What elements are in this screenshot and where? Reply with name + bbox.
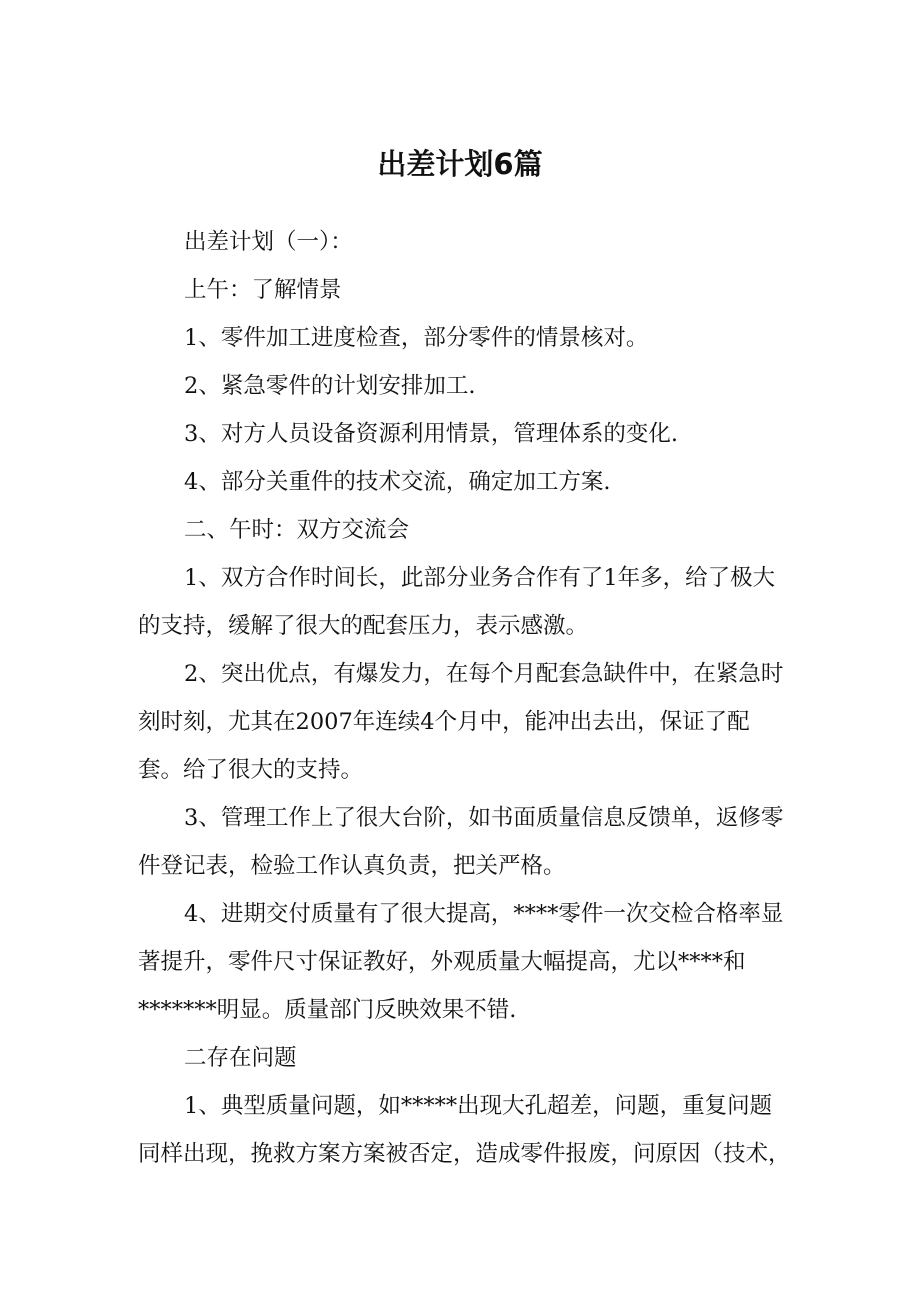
- paragraph: 1、典型质量问题，如*****出现大孔超差，问题，重复问题同样出现，挽救方案方案被否定，造成零件报废，问原因（技术，: [138, 1093, 791, 1167]
- paragraph: 1、零件加工进度检查，部分零件的情景核对。: [184, 325, 649, 351]
- paragraph: 上午：了解情景: [184, 277, 342, 303]
- paragraph: 3、对方人员设备资源利用情景，管理体系的变化.: [184, 421, 678, 447]
- paragraph: 二存在问题: [184, 1045, 297, 1071]
- document-body: [138, 218, 794, 1178]
- document-title: 出差计划6篇: [377, 147, 543, 181]
- paragraph: 4、进期交付质量有了很大提高，****零件一次交检合格率显著提升，零件尺寸保证教好，外观质量大幅提高，尤以****和*******明显。质量部门反映效果不错.: [138, 901, 784, 1023]
- paragraph: 4、部分关重件的技术交流，确定加工方案.: [184, 469, 611, 495]
- paragraph: 2、紧急零件的计划安排加工.: [184, 373, 476, 399]
- paragraph: 出差计划（一）：: [184, 229, 353, 255]
- paragraph: 1、双方合作时间长，此部分业务合作有了1年多，给了极大的支持，缓解了很大的配套压力，表示感激。: [138, 565, 776, 639]
- paragraph: 3、管理工作上了很大台阶，如书面质量信息反馈单，返修零件登记表，检验工作认真负责，把关严格。: [138, 805, 784, 879]
- paragraph: 2、突出优点，有爆发力，在每个月配套急缺件中，在紧急时刻时刻，尤其在2007年连续4个月中，能冲出去出，保证了配套。给了很大的支持。: [138, 661, 784, 783]
- paragraph: 二、午时：双方交流会: [184, 517, 410, 543]
